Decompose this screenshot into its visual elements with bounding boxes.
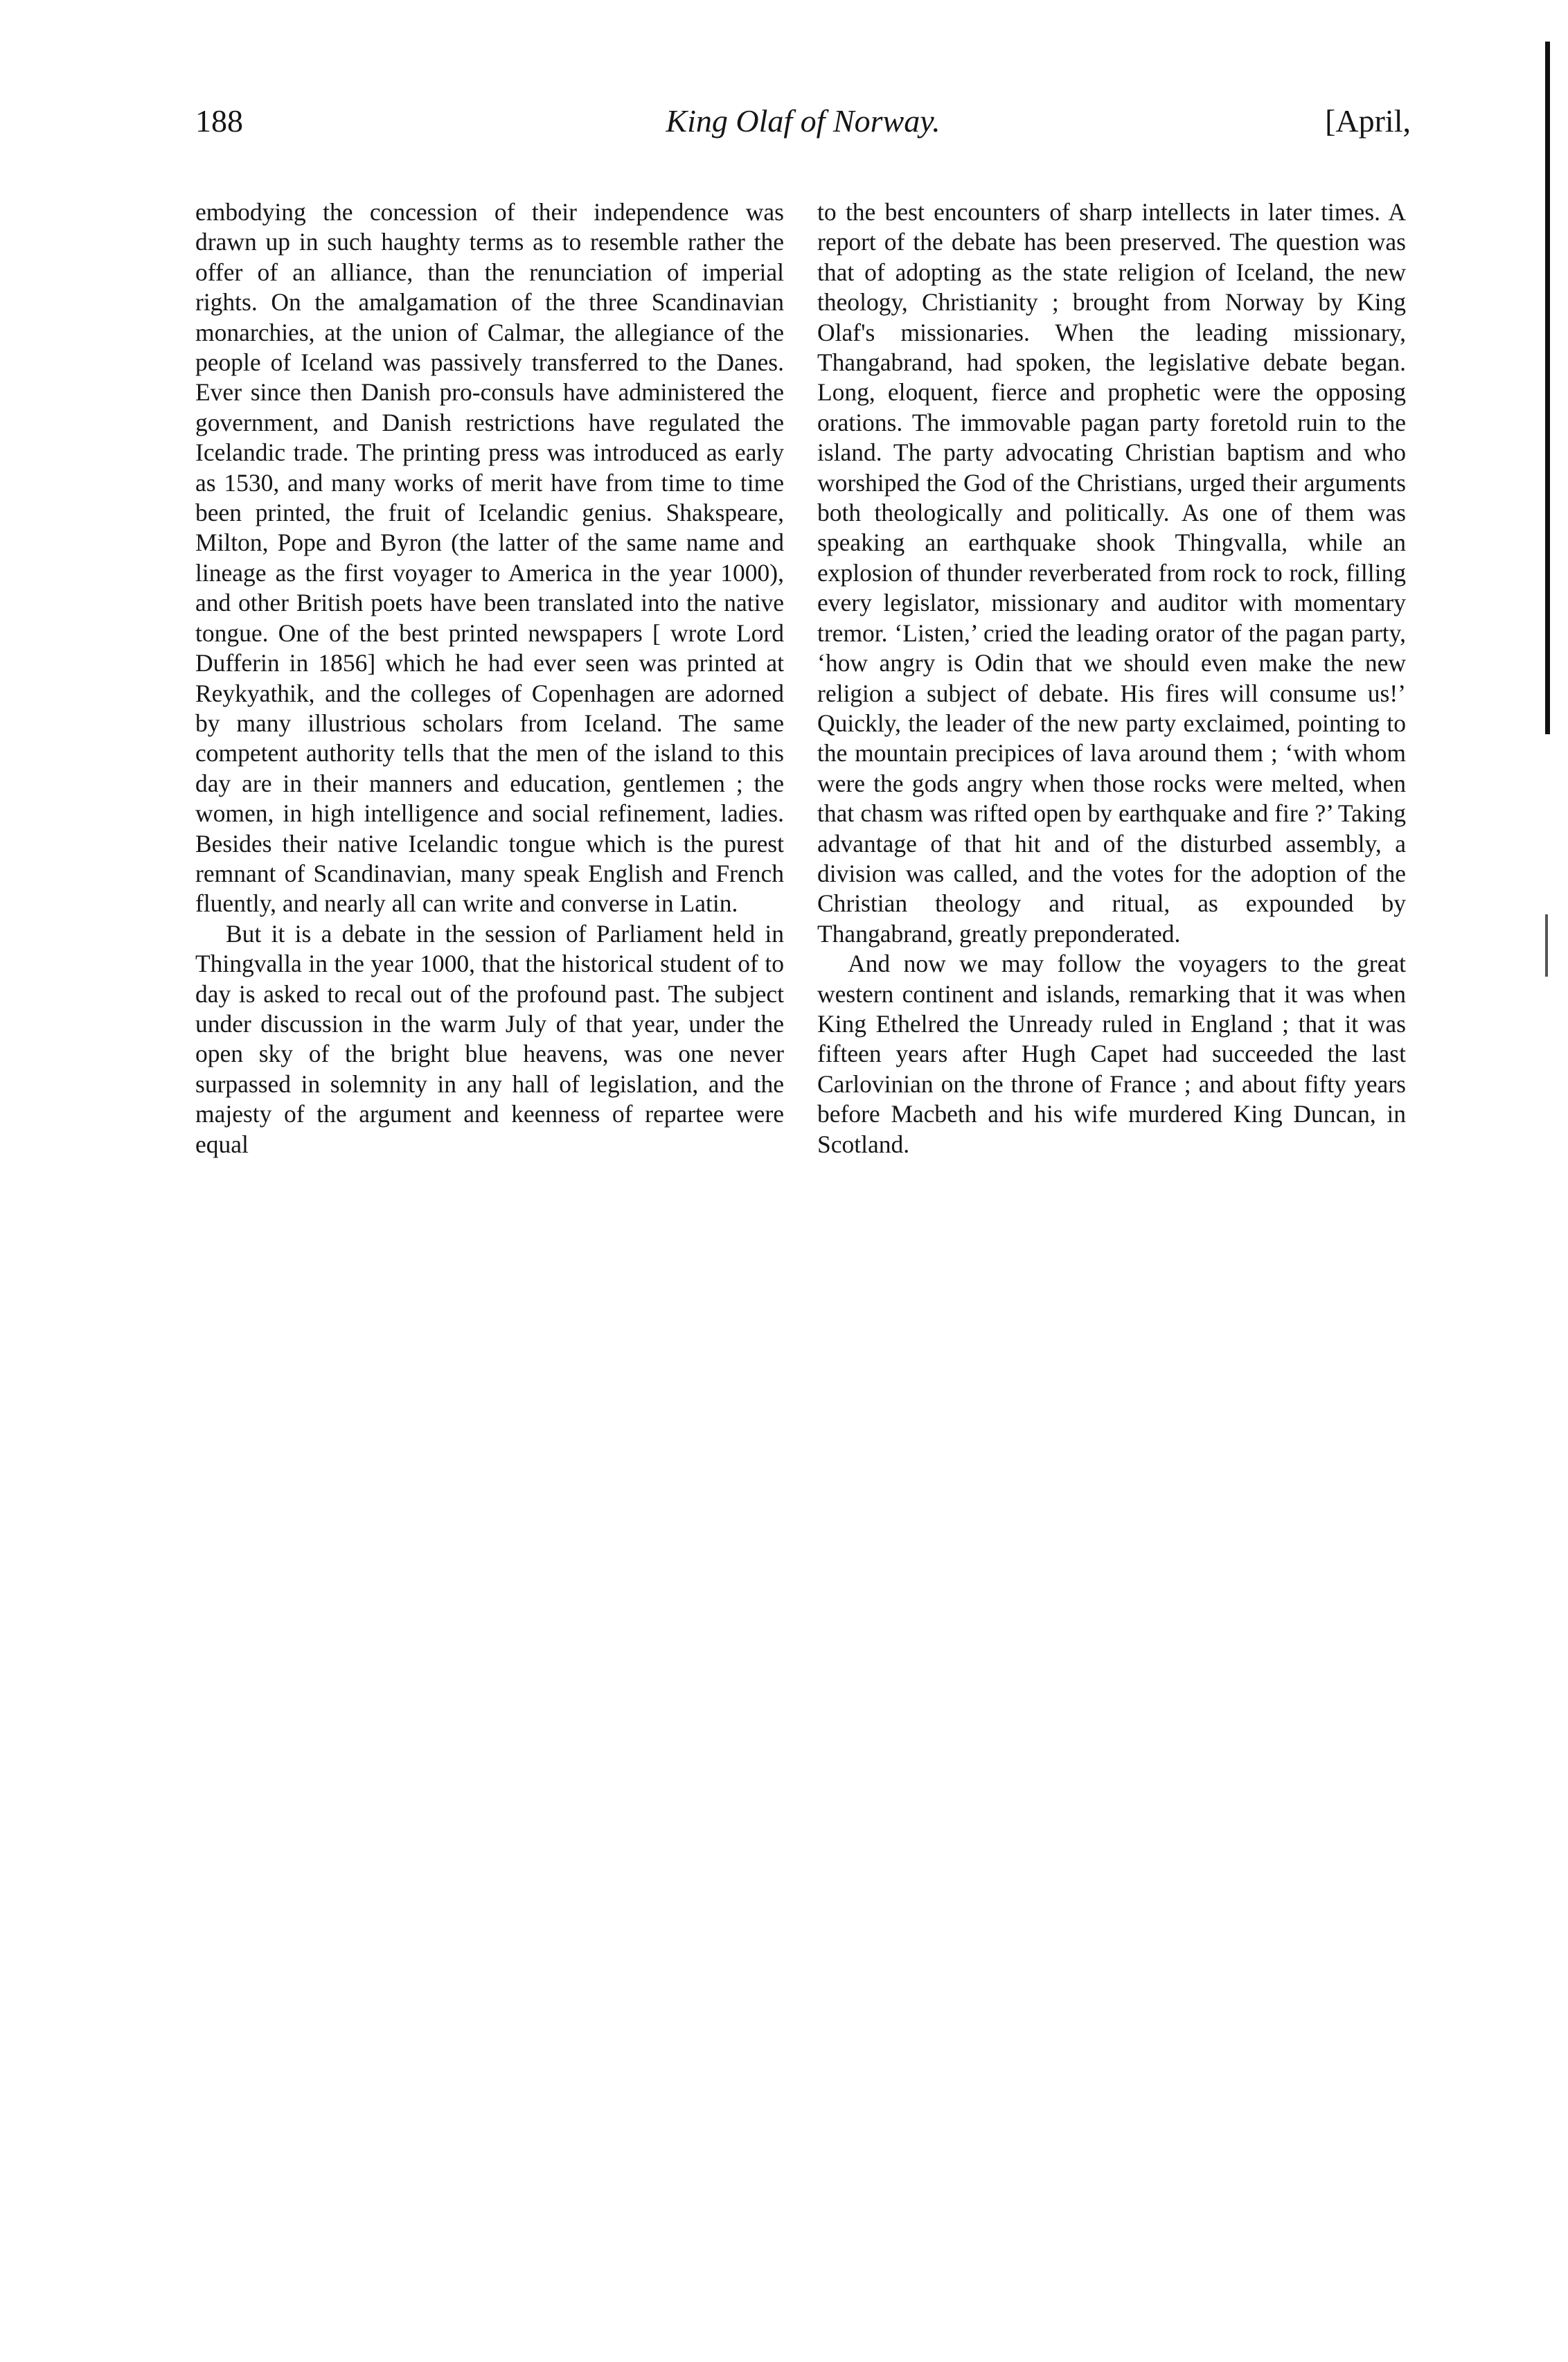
running-header xyxy=(195,103,1411,151)
left-paragraph-1: embodying the concession of their independence was drawn up in such haughty terms as to resemble rather the offer of an alliance, than the renunciation of imperial rights. On the amalgamation of the three Scandinavian monarchies, at the union of Calmar, the allegiance of the people of Iceland was passively transferred to the Danes. Ever since then Danish pro-consuls have administered the government, and Danish restrictions have regulated the Icelandic trade. The printing press was introduced as early as 1530, and many works of merit have from time to time been printed, the fruit of Icelandic genius. Shakspeare, Milton, Pope and Byron (the latter of the same name and lineage as the first voyager to America in the year 1000), and other British poets have been translated into the native tongue. One of the best printed newspapers [ wrote Lord Dufferin in 1856] which he had ever seen was printed at Reykyathik, and the colleges of Copenhagen are adorned by many illustrious scholars from Iceland. The same competent authority tells that the men of the island to this day are in their manners and education, gentlemen ; the women, in high intelligence and social refinement, ladies. Besides their native Icelandic tongue which is the purest remnant of Scandinavian, many speak English and French fluently, and nearly all can write and converse in Latin. xyxy=(195,198,784,918)
left-column xyxy=(195,197,784,1160)
left-paragraph-2: But it is a debate in the session of Parliament held in Thingvalla in the year 1000, that the historical student of to day is asked to recal out of the profound past. The subject under discussion in the warm July of that year, under the open sky of the bright blue heavens, was one never surpassed in solemnity in any hall of legislation, and the majesty of the argument and keenness of repartee were equal xyxy=(195,919,784,1158)
scan-edge-mark xyxy=(1545,42,1550,734)
running-date: [April, xyxy=(1325,103,1411,139)
scan-edge-mark-lower xyxy=(1545,914,1548,977)
page-number: 188 xyxy=(195,103,243,139)
running-title: King Olaf of Norway. xyxy=(666,103,941,139)
right-paragraph-1: to the best encounters of sharp intellects in later times. A report of the debate has been preserved. The question was that of adopting as the state religion of Iceland, the new theology, Christianity ; brought from Norway by King Olaf's missionaries. When the leading missionary, Thangabrand, had spoken, the legislative debate began. Long, eloquent, fierce and prophetic were the opposing orations. The immovable pagan party foretold ruin to the island. The party advocating Christian baptism and who worshiped the God of the Christians, urged their arguments both theologically and politically. As one of them was speaking an earthquake shook Thingvalla, while an explosion of thunder reverberated from rock to rock, filling every legislator, missionary and auditor with momentary tremor. ‘Listen,’ cried the leading orator of the pagan party, ‘how angry is Odin that we should even make the new religion a subject of debate. His fires will consume us!’ Quickly, the leader of the new party exclaimed, pointing to the mountain precipices of lava around them ; ‘with whom were the gods angry when those rocks were melted, when that chasm was rifted open by earthquake and fire ?’ Taking advantage of that hit and of the disturbed assembly, a division was called, and the votes for the adoption of the Christian theology and ritual, as expounded by Thangabrand, greatly preponderated. xyxy=(817,198,1406,948)
right-paragraph-2: And now we may follow the voyagers to the great western continent and islands, remarking that it was when King Ethelred the Unready ruled in England ; that it was fifteen years after Hugh Capet had succeeded the last Carlovinian on the throne of France ; and about fifty years before Macbeth and his wife murdered King Duncan, in Scotland. xyxy=(817,950,1406,1158)
right-column xyxy=(817,197,1406,1160)
